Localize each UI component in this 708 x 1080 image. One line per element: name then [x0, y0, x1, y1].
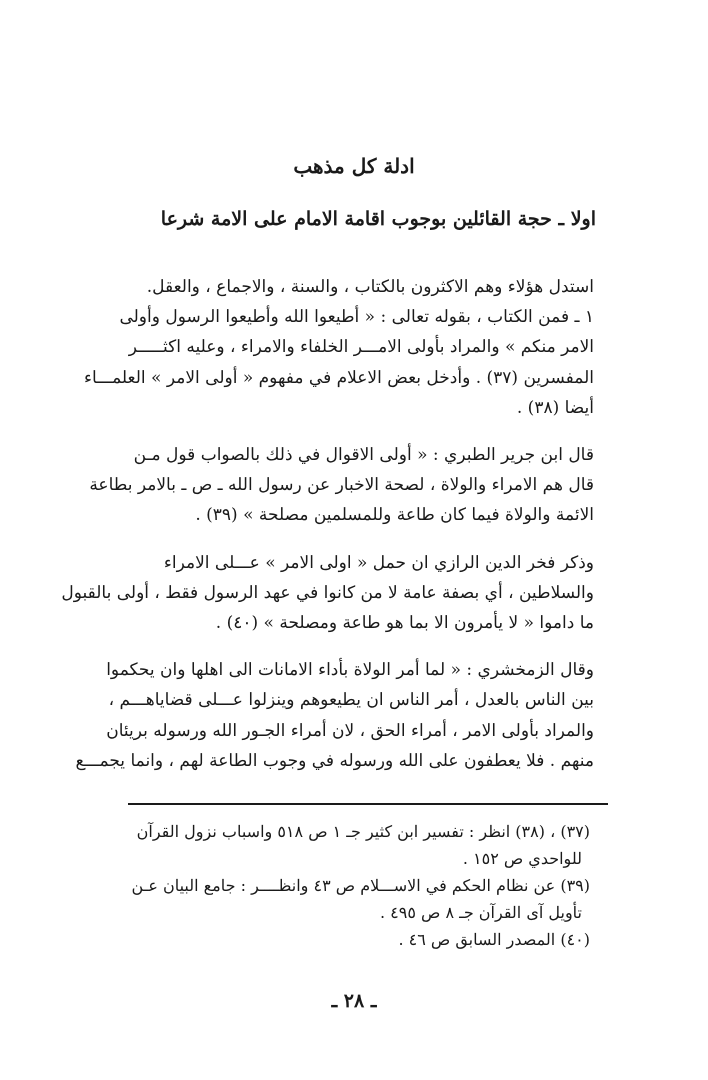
paragraph-2 [40, 440, 594, 531]
text-line: منهم . فلا يعطفون على الله ورسوله في وجوب الطاعة لهم ، وانما يجمـــع [75, 750, 594, 771]
page-title: ادلة كل مذهب [293, 154, 415, 178]
footnote-divider [128, 803, 608, 805]
footnote-line: (٣٧) ، (٣٨) انظر : تفسير ابن كثير جـ ١ ص ٥١٨ واسباب نزول القرآن [136, 822, 590, 841]
paragraph-1 [40, 272, 594, 423]
text-line: ١ ـ فمن الكتاب ، بقوله تعالى : « أطيعوا الله وأطيعوا الرسول وأولى [119, 307, 594, 328]
text-line: والمراد بأولى الامر ، أمراء الحق ، لان أمراء الجـور الله ورسوله بريئان [106, 720, 594, 741]
footnote-line: للواحدي ص ١٥٢ . [462, 849, 582, 868]
text-line: المفسرين (٣٧) . وأدخل بعض الاعلام في مفهوم « أولى الامر » العلمـــاء [83, 367, 594, 388]
text-line: الائمة والولاة فيما كان طاعة وللمسلمين مصلحة » (٣٩) . [195, 505, 594, 526]
text-line: استدل هؤلاء وهم الاكثرون بالكتاب ، والسنة ، والاجماع ، والعقل. [146, 277, 594, 297]
text-line: قال ابن جرير الطبري : « أولى الاقوال في ذلك بالصواب قول مـن [133, 445, 594, 466]
text-line: بين الناس بالعدل ، أمر الناس ان يطيعوهم وينزلوا عـــلى قضاياهـــم ، [108, 690, 594, 711]
body-text [40, 272, 594, 798]
text-line: الامر منكم » والمراد بأولى الامـــر الخلفاء والامراء ، وعليه اكثـــــر [128, 337, 594, 358]
text-line: وذكر فخر الدين الرازي ان حمل « اولى الامر » عـــلى الامراء [163, 552, 594, 573]
text-line: والسلاطين ، أي بصفة عامة لا من كانوا في عهد الرسول فقط ، أولى بالقبول [61, 582, 594, 603]
text-line: أيضا (٣٨) . [516, 397, 594, 418]
footnote-line: تأويل آى القرآن جـ ٨ ص ٤٩٥ . [379, 903, 582, 922]
text-line: وقال الزمخشري : « لما أمر الولاة بأداء الامانات الى اهلها وان يحكموا [106, 660, 594, 681]
paragraph-4 [40, 655, 594, 776]
section-heading: اولا ـ حجة القائلين بوجوب اقامة الامام على الامة شرعا [160, 208, 596, 230]
text-line: ما داموا « لا يأمرون الا بما هو طاعة ومصلحة » (٤٠) . [215, 613, 594, 634]
footnotes [40, 818, 590, 953]
footnote-line: (٣٩) عن نظام الحكم في الاســـلام ص ٤٣ وانظــــر : جامع البيان عـن [131, 876, 590, 895]
paragraph-3 [40, 548, 594, 639]
footnote-line: (٤٠) المصدر السابق ص ٤٦ . [398, 930, 590, 949]
page-number: ـ ٢٨ ـ [331, 990, 377, 1012]
text-line: قال هم الامراء والولاة ، لصحة الاخبار عن رسول الله ـ ص ـ بالامر بطاعة [89, 475, 594, 496]
